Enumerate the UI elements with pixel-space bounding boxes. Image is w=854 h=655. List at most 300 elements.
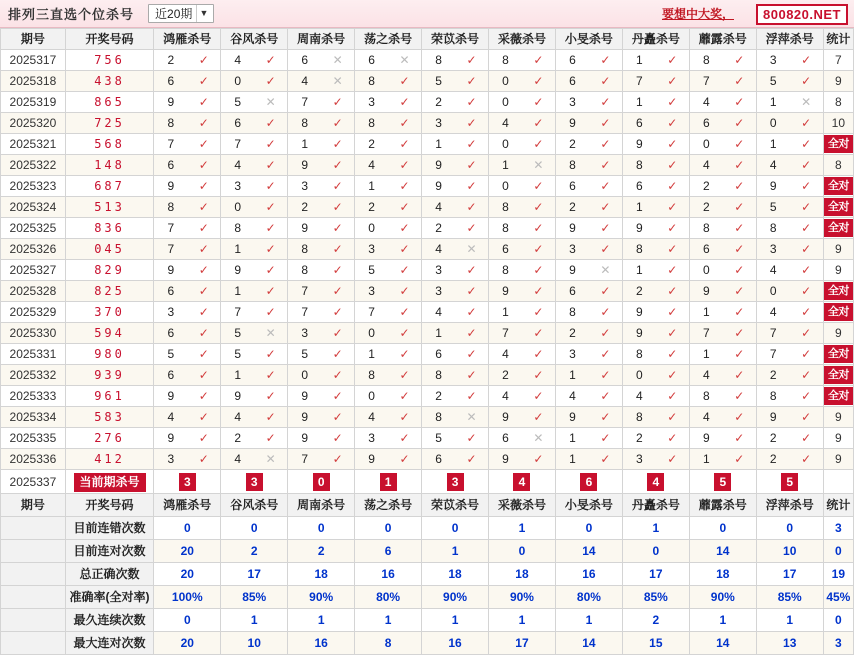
check-icon: ✓ [198, 263, 209, 277]
column-header-stat[interactable]: 统计 [823, 29, 853, 50]
cell-kill-number [689, 134, 756, 155]
check-icon: ✓ [801, 431, 812, 445]
kill-digit: 4 [502, 116, 509, 130]
cell-kill-number [355, 218, 422, 239]
cell-kill-number [689, 449, 756, 470]
check-icon: ✓ [198, 242, 209, 256]
cell-kill-number [422, 386, 489, 407]
current-kill-digit: 3 [447, 473, 464, 491]
kill-digit: 1 [636, 53, 643, 67]
summary-value: 18 [288, 563, 355, 586]
kill-digit: 9 [234, 263, 242, 277]
column-header-period[interactable]: 期号 [1, 494, 66, 517]
check-icon: ✓ [466, 368, 477, 382]
check-icon: ✓ [399, 284, 410, 298]
check-icon: ✓ [332, 389, 343, 403]
summary-value: 1 [221, 609, 288, 632]
kill-digit: 2 [569, 326, 576, 340]
check-icon: ✓ [399, 242, 410, 256]
kill-digit: 6 [167, 74, 175, 88]
table-row[interactable] [1, 50, 854, 71]
cell-stat [823, 344, 853, 365]
column-header-killer-0[interactable]: 鸿雁杀号 [154, 29, 221, 50]
summary-value: 13 [756, 632, 823, 655]
cell-kill-number [355, 428, 422, 449]
column-header-killer-5[interactable]: 采薇杀号 [489, 29, 556, 50]
top-bar [0, 0, 854, 28]
cell-stat [823, 134, 853, 155]
kill-digit: 0 [502, 137, 509, 151]
cross-icon: ✕ [533, 158, 544, 172]
cell-stat: 7 [823, 50, 853, 71]
cell-kill-number [622, 113, 689, 134]
check-icon: ✓ [801, 263, 812, 277]
cell-stat: 9 [823, 428, 853, 449]
table-row[interactable] [1, 386, 854, 407]
column-header-code[interactable]: 开奖号码 [65, 29, 154, 50]
table-row[interactable] [1, 407, 854, 428]
kill-digit: 3 [569, 242, 576, 256]
check-icon: ✓ [198, 326, 209, 340]
check-icon: ✓ [667, 347, 678, 361]
kill-digit: 9 [301, 410, 309, 424]
kill-digit: 7 [301, 284, 309, 298]
cell-kill-number [154, 218, 221, 239]
cell-kill-number [489, 71, 556, 92]
column-header-killer-0[interactable]: 鸿雁杀号 [154, 494, 221, 517]
check-icon: ✓ [198, 116, 209, 130]
cell-draw-code: 725 [65, 113, 154, 134]
cell-stat: 10 [823, 113, 853, 134]
kill-digit: 1 [702, 305, 710, 319]
cell-kill-number [288, 239, 355, 260]
cell-kill-number [756, 428, 823, 449]
check-icon: ✓ [667, 410, 678, 424]
summary-value: 16 [555, 563, 622, 586]
kill-digit: 9 [702, 431, 710, 445]
kill-digit: 8 [769, 389, 777, 403]
cell-kill-number [422, 407, 489, 428]
column-header-stat[interactable]: 统计 [823, 494, 853, 517]
column-header-killer-1[interactable]: 谷风杀号 [221, 494, 288, 517]
cross-icon: ✕ [466, 242, 477, 256]
table-row[interactable] [1, 155, 854, 176]
check-icon: ✓ [198, 347, 209, 361]
check-icon: ✓ [466, 305, 477, 319]
check-icon: ✓ [533, 263, 544, 277]
cell-period: 2025335 [1, 428, 66, 449]
table-row[interactable] [1, 134, 854, 155]
check-icon: ✓ [332, 284, 343, 298]
summary-row-spacer [1, 586, 66, 609]
table-row[interactable] [1, 344, 854, 365]
check-icon: ✓ [399, 179, 410, 193]
cell-kill-number [689, 50, 756, 71]
column-header-period[interactable]: 期号 [1, 29, 66, 50]
kill-digit: 9 [301, 431, 309, 445]
check-icon: ✓ [332, 347, 343, 361]
kill-digit: 8 [502, 263, 509, 277]
cell-kill-number [154, 50, 221, 71]
kill-digit: 5 [435, 74, 442, 88]
cell-draw-code: 980 [65, 344, 154, 365]
kill-digit: 7 [234, 305, 242, 319]
check-icon: ✓ [667, 431, 678, 445]
check-icon: ✓ [600, 116, 611, 130]
cell-period: 2025317 [1, 50, 66, 71]
cell-kill-number [489, 302, 556, 323]
cell-kill-number [622, 281, 689, 302]
kill-digit: 9 [636, 305, 643, 319]
cell-stat [823, 281, 853, 302]
status-badge: 全对 [824, 198, 853, 216]
column-header-killer-6[interactable]: 小旻杀号 [555, 29, 622, 50]
kill-digit: 6 [167, 326, 175, 340]
kill-digit: 8 [769, 221, 777, 235]
status-badge: 全对 [824, 282, 853, 300]
summary-value: 18 [489, 563, 556, 586]
summary-value: 8 [355, 632, 422, 655]
cell-kill-number [154, 197, 221, 218]
current-kill-digit: 5 [781, 473, 798, 491]
cell-kill-number [422, 113, 489, 134]
kill-digit: 9 [769, 179, 777, 193]
table-row[interactable] [1, 71, 854, 92]
column-header-killer-2[interactable]: 周南杀号 [288, 494, 355, 517]
current-kill-digit: 6 [580, 473, 597, 491]
kill-digit: 3 [167, 452, 175, 466]
cell-kill-number [756, 113, 823, 134]
column-header-killer-1[interactable]: 谷风杀号 [221, 29, 288, 50]
cell-kill-number [288, 134, 355, 155]
cell-kill-number [489, 449, 556, 470]
table-row[interactable] [1, 428, 854, 449]
check-icon: ✓ [801, 326, 812, 340]
column-header-killer-9[interactable]: 浮萍杀号 [756, 29, 823, 50]
cell-current-kill [756, 470, 823, 494]
table-row[interactable] [1, 239, 854, 260]
cell-kill-number [689, 344, 756, 365]
check-icon: ✓ [667, 368, 678, 382]
kill-digit: 9 [502, 284, 509, 298]
cell-stat: 8 [823, 92, 853, 113]
kill-digit: 8 [702, 389, 710, 403]
summary-value: 0 [489, 540, 556, 563]
kill-digit: 4 [502, 389, 509, 403]
cell-kill-number [622, 449, 689, 470]
cell-kill-number [154, 386, 221, 407]
check-icon: ✓ [734, 179, 745, 193]
kill-digit: 7 [636, 74, 643, 88]
cell-kill-number [221, 407, 288, 428]
kill-digit: 4 [702, 410, 710, 424]
cell-kill-number [756, 449, 823, 470]
summary-value: 2 [288, 540, 355, 563]
cell-kill-number [555, 113, 622, 134]
kill-digit: 5 [167, 347, 175, 361]
cell-period: 2025327 [1, 260, 66, 281]
cell-kill-number [489, 176, 556, 197]
check-icon: ✓ [198, 284, 209, 298]
check-icon: ✓ [667, 242, 678, 256]
table-row[interactable] [1, 323, 854, 344]
cell-kill-number [689, 428, 756, 449]
kill-digit: 9 [167, 431, 175, 445]
cell-kill-number [288, 260, 355, 281]
check-icon: ✓ [801, 242, 812, 256]
current-kill-digit: 1 [380, 473, 397, 491]
cell-kill-number [355, 302, 422, 323]
check-icon: ✓ [399, 137, 410, 151]
summary-row-label: 准确率(全对率) [65, 586, 154, 609]
cell-kill-number [622, 50, 689, 71]
kill-digit: 9 [569, 221, 576, 235]
check-icon: ✓ [198, 53, 209, 67]
table-row[interactable] [1, 176, 854, 197]
check-icon: ✓ [734, 263, 745, 277]
period-select[interactable] [148, 4, 214, 23]
cell-draw-code: 412 [65, 449, 154, 470]
check-icon: ✓ [399, 431, 410, 445]
cell-kill-number [154, 134, 221, 155]
table-body [1, 50, 854, 655]
summary-row-spacer [1, 540, 66, 563]
check-icon: ✓ [801, 368, 812, 382]
status-badge: 全对 [824, 387, 853, 405]
check-icon: ✓ [667, 284, 678, 298]
current-kill-label: 当前期杀号 [74, 473, 146, 492]
column-header-code[interactable]: 开奖号码 [65, 494, 154, 517]
column-header-killer-9[interactable]: 浮萍杀号 [756, 494, 823, 517]
kill-digit: 3 [368, 95, 375, 109]
column-header-killer-3[interactable]: 荡之杀号 [355, 494, 422, 517]
kill-digit: 4 [301, 74, 309, 88]
check-icon: ✓ [734, 452, 745, 466]
kill-digit: 1 [234, 368, 242, 382]
check-icon: ✓ [399, 221, 410, 235]
table-row[interactable] [1, 302, 854, 323]
summary-value: 20 [154, 563, 221, 586]
cell-period: 2025320 [1, 113, 66, 134]
cell-kill-number [622, 365, 689, 386]
summary-value: 1 [422, 540, 489, 563]
cell-kill-number [689, 239, 756, 260]
cell-current-period: 2025337 [1, 470, 66, 494]
column-header-killer-7[interactable]: 丹矗杀号 [622, 29, 689, 50]
kill-digit: 5 [234, 95, 242, 109]
column-header-killer-2[interactable]: 周南杀号 [288, 29, 355, 50]
table-row[interactable] [1, 281, 854, 302]
check-icon: ✓ [533, 137, 544, 151]
check-icon: ✓ [667, 305, 678, 319]
kill-digit: 4 [368, 158, 375, 172]
kill-digit: 1 [502, 305, 509, 319]
kill-digit: 9 [167, 179, 175, 193]
table-row[interactable] [1, 218, 854, 239]
kill-digit: 5 [435, 431, 442, 445]
kill-digit: 9 [569, 116, 576, 130]
cell-current-kill [555, 470, 622, 494]
cell-kill-number [355, 323, 422, 344]
check-icon: ✓ [332, 137, 343, 151]
check-icon: ✓ [667, 221, 678, 235]
kill-digit: 1 [368, 179, 375, 193]
column-header-killer-6[interactable]: 小旻杀号 [555, 494, 622, 517]
kill-digit: 8 [301, 242, 309, 256]
cell-kill-number [422, 92, 489, 113]
cell-current-kill [288, 470, 355, 494]
summary-row [1, 563, 854, 586]
summary-value: 0 [622, 540, 689, 563]
check-icon: ✓ [734, 200, 745, 214]
column-header-killer-4[interactable]: 荣苡杀号 [422, 29, 489, 50]
check-icon: ✓ [466, 137, 477, 151]
column-header-killer-7[interactable]: 丹矗杀号 [622, 494, 689, 517]
check-icon: ✓ [734, 410, 745, 424]
cell-kill-number [756, 218, 823, 239]
check-icon: ✓ [734, 305, 745, 319]
check-icon: ✓ [399, 200, 410, 214]
table-row[interactable] [1, 92, 854, 113]
cell-kill-number [489, 260, 556, 281]
check-icon: ✓ [533, 284, 544, 298]
check-icon: ✓ [533, 452, 544, 466]
kill-digit: 4 [234, 53, 242, 67]
kill-digit: 9 [234, 389, 242, 403]
check-icon: ✓ [399, 116, 410, 130]
table-row[interactable] [1, 449, 854, 470]
check-icon: ✓ [466, 200, 477, 214]
check-icon: ✓ [533, 410, 544, 424]
summary-value: 85% [756, 586, 823, 609]
cell-kill-number [221, 176, 288, 197]
check-icon: ✓ [466, 53, 477, 67]
summary-total: 0 [823, 609, 853, 632]
check-icon: ✓ [667, 200, 678, 214]
kill-digit: 6 [702, 242, 710, 256]
check-icon: ✓ [734, 326, 745, 340]
cell-current-kill [154, 470, 221, 494]
check-icon: ✓ [600, 242, 611, 256]
cell-kill-number [288, 449, 355, 470]
summary-value: 80% [555, 586, 622, 609]
summary-value: 0 [221, 517, 288, 540]
kill-digit: 6 [368, 53, 375, 67]
summary-value: 18 [422, 563, 489, 586]
kill-digit: 8 [435, 368, 442, 382]
check-icon: ✓ [667, 53, 678, 67]
kill-digit: 4 [234, 158, 242, 172]
cell-kill-number [555, 260, 622, 281]
kill-digit: 3 [569, 95, 576, 109]
kill-digit: 1 [636, 200, 643, 214]
cell-kill-number [689, 260, 756, 281]
cell-stat [823, 386, 853, 407]
cell-kill-number [288, 386, 355, 407]
cell-kill-number [154, 155, 221, 176]
summary-value: 6 [355, 540, 422, 563]
cross-icon: ✕ [332, 53, 343, 67]
table-row[interactable] [1, 365, 854, 386]
cell-kill-number [622, 344, 689, 365]
check-icon: ✓ [533, 53, 544, 67]
kill-digit: 1 [301, 137, 309, 151]
cell-kill-number [422, 71, 489, 92]
kill-digit: 2 [234, 431, 242, 445]
summary-value: 18 [689, 563, 756, 586]
cell-kill-number [355, 155, 422, 176]
kill-digit: 3 [167, 305, 175, 319]
kill-digit: 1 [435, 137, 442, 151]
cell-kill-number [288, 281, 355, 302]
cell-kill-number [422, 365, 489, 386]
cell-kill-number [355, 92, 422, 113]
cell-kill-number [221, 71, 288, 92]
cell-kill-number [154, 302, 221, 323]
column-header-killer-8[interactable]: 蘼露杀号 [689, 29, 756, 50]
cell-stat [823, 176, 853, 197]
cell-stat: 9 [823, 323, 853, 344]
kill-digit: 4 [636, 389, 643, 403]
column-header-killer-5[interactable]: 采薇杀号 [489, 494, 556, 517]
summary-value: 14 [689, 632, 756, 655]
kill-digit: 4 [435, 305, 442, 319]
cell-kill-number [154, 428, 221, 449]
table-row[interactable] [1, 197, 854, 218]
cross-icon: ✕ [600, 263, 611, 277]
kill-digit: 8 [167, 200, 175, 214]
column-header-killer-3[interactable]: 荡之杀号 [355, 29, 422, 50]
column-header-killer-8[interactable]: 蘼露杀号 [689, 494, 756, 517]
check-icon: ✓ [801, 410, 812, 424]
kill-digit: 0 [301, 368, 309, 382]
check-icon: ✓ [399, 410, 410, 424]
check-icon: ✓ [667, 263, 678, 277]
table-row[interactable] [1, 260, 854, 281]
check-icon: ✓ [332, 368, 343, 382]
cell-kill-number [355, 260, 422, 281]
kill-digit: 6 [636, 179, 643, 193]
cell-kill-number [489, 197, 556, 218]
check-icon: ✓ [466, 326, 477, 340]
column-header-killer-4[interactable]: 荣苡杀号 [422, 494, 489, 517]
check-icon: ✓ [734, 137, 745, 151]
check-icon: ✓ [399, 452, 410, 466]
summary-row-label: 总正确次数 [65, 563, 154, 586]
check-icon: ✓ [667, 95, 678, 109]
cell-kill-number [355, 365, 422, 386]
table-row[interactable] [1, 113, 854, 134]
check-icon: ✓ [600, 368, 611, 382]
kill-digit: 8 [702, 53, 710, 67]
kill-digit: 8 [636, 347, 643, 361]
summary-value: 1 [756, 609, 823, 632]
cell-period: 2025326 [1, 239, 66, 260]
cell-kill-number [489, 323, 556, 344]
summary-value: 10 [221, 632, 288, 655]
summary-value: 1 [422, 609, 489, 632]
cell-draw-code: 513 [65, 197, 154, 218]
check-icon: ✓ [801, 284, 812, 298]
check-icon: ✓ [533, 326, 544, 340]
kill-digit: 6 [301, 53, 309, 67]
check-icon: ✓ [734, 221, 745, 235]
cell-kill-number [221, 134, 288, 155]
cell-draw-code: 594 [65, 323, 154, 344]
promo-link[interactable]: 要想中大奖， [661, 7, 734, 21]
kill-digit: 0 [502, 74, 509, 88]
cell-kill-number [355, 281, 422, 302]
